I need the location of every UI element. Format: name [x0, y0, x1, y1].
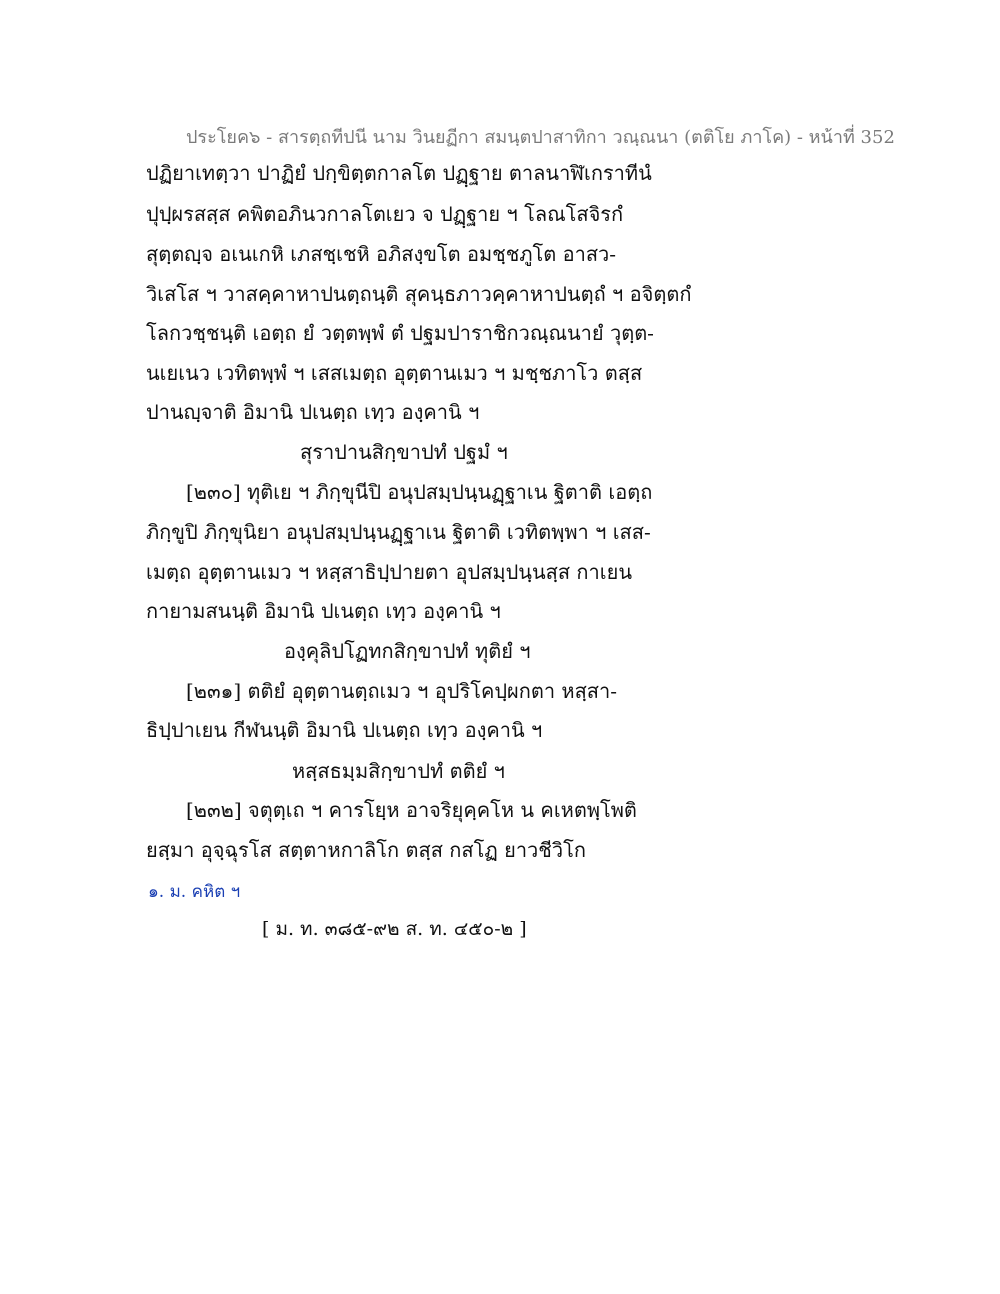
section-title: องฺคุลิปโฏทกสิกฺขาปทํ ทุติยํ ฯ	[284, 639, 531, 663]
text-line: ธิปฺปาเยน กีฬนนฺติ อิมานิ ปเนตฺถ เทฺว องฺคานิ ฯ	[146, 718, 543, 742]
section-title: สุราปานสิกฺขาปทํ ปฐมํ ฯ	[300, 440, 508, 464]
paragraph-start: [๒๓๐] ทุติเย ฯ ภิกฺขุนีปิ อนุปสมฺปนฺนฏฺฐาเน ฐิตาติ เอตฺถ	[186, 480, 653, 504]
text-line: ปานญฺจาติ อิมานิ ปเนตฺถ เทฺว องฺคานิ ฯ	[146, 400, 480, 424]
paragraph-start: [๒๓๑] ตติยํ อุตฺตานตฺถเมว ฯ อุปริโคปฺผกตา หสฺสา-	[186, 679, 618, 703]
text-line: ภิกฺขูปิ ภิกฺขุนิยา อนุปสมฺปนฺนฏฺฐาเน ฐิตาติ เวทิตพฺพา ฯ เสส-	[146, 520, 651, 544]
text-line: วิเสโส ฯ วาสคฺคาหาปนตฺถนฺติ สุคนฺธภาวคฺคาหาปนตฺถํ ฯ อจิตฺตกํ	[146, 282, 692, 306]
text-line: ปฏิยาเทตฺวา ปาฏิยํ ปกฺขิตฺตกาลโต ปฏฺฐาย ตาลนาฬิเกราทีนํ	[146, 161, 652, 185]
text-line: โลกวชฺชนฺติ เอตฺถ ยํ วตฺตพฺพํ ตํ ปฐมปาราชิกวณฺณนายํ วุตฺต-	[146, 321, 654, 345]
footnote: ๑. ม. คหิต ฯ	[148, 882, 241, 902]
text-line: สุตฺตญฺจ อเนเกหิ เภสชฺเชหิ อภิสงฺขโต อมชฺชภูโต อาสว-	[146, 242, 617, 266]
text-line: ปุปฺผรสสฺส คพิตอภินวกาลโตเยว จ ปฏฺฐาย ฯ โลณโสจิรกํ	[146, 202, 624, 226]
section-title: หสฺสธมฺมสิกฺขาปทํ ตติยํ ฯ	[292, 759, 505, 783]
page-header: ประโยค๖ - สารตฺถทีปนี นาม วินยฏีกา สมนฺตปาสาทิกา วณฺณนา (ตติโย ภาโค) - หน้าที่ 352	[186, 127, 895, 148]
page-reference: [ ม. ท. ๓๘๕-๙๒ ส. ท. ๔๕๐-๒ ]	[262, 918, 527, 940]
text-line: เมตฺถ อุตฺตานเมว ฯ หสฺสาธิปฺปายตา อุปสมฺปนฺนสฺส กาเยน	[146, 560, 632, 584]
text-line: กายามสนนฺติ อิมานิ ปเนตฺถ เทฺว องฺคานิ ฯ	[146, 599, 501, 623]
text-line: นเยเนว เวทิตพฺพํ ฯ เสสเมตฺถ อุตฺตานเมว ฯ มชฺชภาโว ตสฺส	[146, 361, 643, 385]
text-line: ยสฺมา อุจฺฉุรโส สตฺตาหกาลิโก ตสฺส กสโฏ ยาวชีวิโก	[146, 838, 586, 862]
paragraph-start: [๒๓๒] จตุตฺเถ ฯ คารโยฺห อาจริยุคฺคโห น คเหตพฺโพติ	[186, 798, 637, 822]
